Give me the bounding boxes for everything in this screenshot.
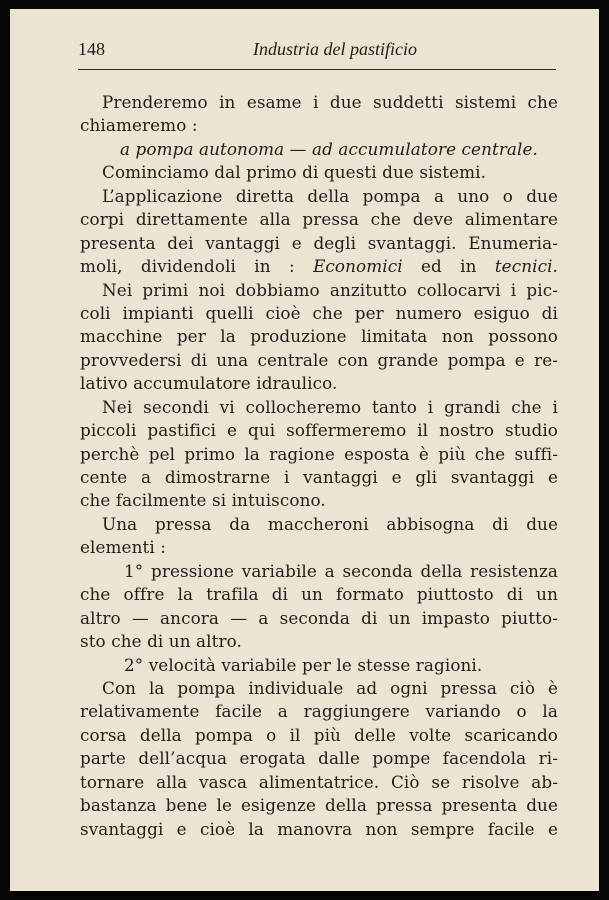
book-page	[10, 9, 599, 891]
text-line: lativo accumulatore idraulico.	[80, 373, 338, 394]
text-line: presenta dei vantaggi e degli svantaggi. Enumeria-	[80, 232, 558, 253]
text-line: L’applicazione diretta della pompa a uno o due	[102, 185, 558, 206]
text-line: 1° pressione variabile a seconda della resistenza	[124, 560, 558, 581]
text-line: Nei secondi vi collocheremo tanto i grandi che i	[102, 396, 558, 417]
body-text	[80, 91, 558, 841]
text-run-italic: Economici	[313, 256, 403, 277]
text-run-italic: tecnici.	[494, 256, 558, 277]
text-line: Una pressa da maccheroni abbisogna di due	[102, 513, 558, 534]
text-line: che offre la trafila di un formato piuttosto di un	[80, 584, 558, 605]
text-line: coli impianti quelli cioè che per numero esiguo di	[80, 302, 558, 323]
text-line: Prenderemo in esame i due suddetti sistemi che	[102, 92, 558, 112]
text-run: moli, dividendoli in :	[80, 256, 314, 277]
text-line	[80, 255, 558, 278]
text-line: Con la pompa individuale ad ogni pressa ciò è	[102, 677, 558, 698]
text-line: cente a dimostrarne i vantaggi e gli svantaggi e	[80, 467, 558, 487]
text-line: macchine per la produzione limitata non possono	[80, 326, 558, 347]
header-rule	[78, 69, 556, 70]
text-line: perchè pel primo la ragione esposta è più che suffi-	[80, 443, 558, 464]
text-line: corsa della pompa o il più delle volte scaricando	[80, 724, 558, 745]
text-line: Nei primi noi dobbiamo anzitutto collocarvi i pic-	[102, 279, 558, 300]
text-line: chiameremo :	[80, 115, 198, 136]
text-line: parte dell’acqua erogata dalle pompe facendola ri-	[80, 748, 558, 769]
text-run: ed in	[402, 256, 495, 277]
text-line: corpi direttamente alla pressa che deve alimentare	[80, 209, 558, 230]
text-line: tornare alla vasca alimentatrice. Ciò se risolve ab-	[80, 771, 558, 792]
text-line: relativamente facile a raggiungere variando o la	[80, 701, 558, 722]
text-line: svantaggi e cioè la manovra non sempre facile e	[80, 818, 558, 839]
text-line: piccoli pastifici e qui soffermeremo il nostro studio	[80, 420, 558, 441]
running-title: Industria del pastificio	[253, 39, 417, 59]
text-line: altro — ancora — a seconda di un impasto piutto-	[80, 607, 558, 628]
text-line: Cominciamo dal primo di questi due sistemi.	[102, 162, 487, 183]
text-line: sto che di un altro.	[80, 631, 242, 652]
text-line: a pompa autonoma — ad accumulatore centrale.	[120, 138, 538, 159]
text-line: elementi :	[80, 537, 166, 558]
page-header	[10, 9, 599, 79]
page-number: 148	[78, 39, 105, 59]
text-line: che facilmente si intuiscono.	[80, 490, 326, 511]
text-line: bastanza bene le esigenze della pressa presenta due	[80, 795, 558, 816]
text-line: 2° velocità variabile per le stesse ragioni.	[124, 654, 483, 675]
text-line: provvedersi di una centrale con grande pompa e re-	[80, 349, 558, 370]
